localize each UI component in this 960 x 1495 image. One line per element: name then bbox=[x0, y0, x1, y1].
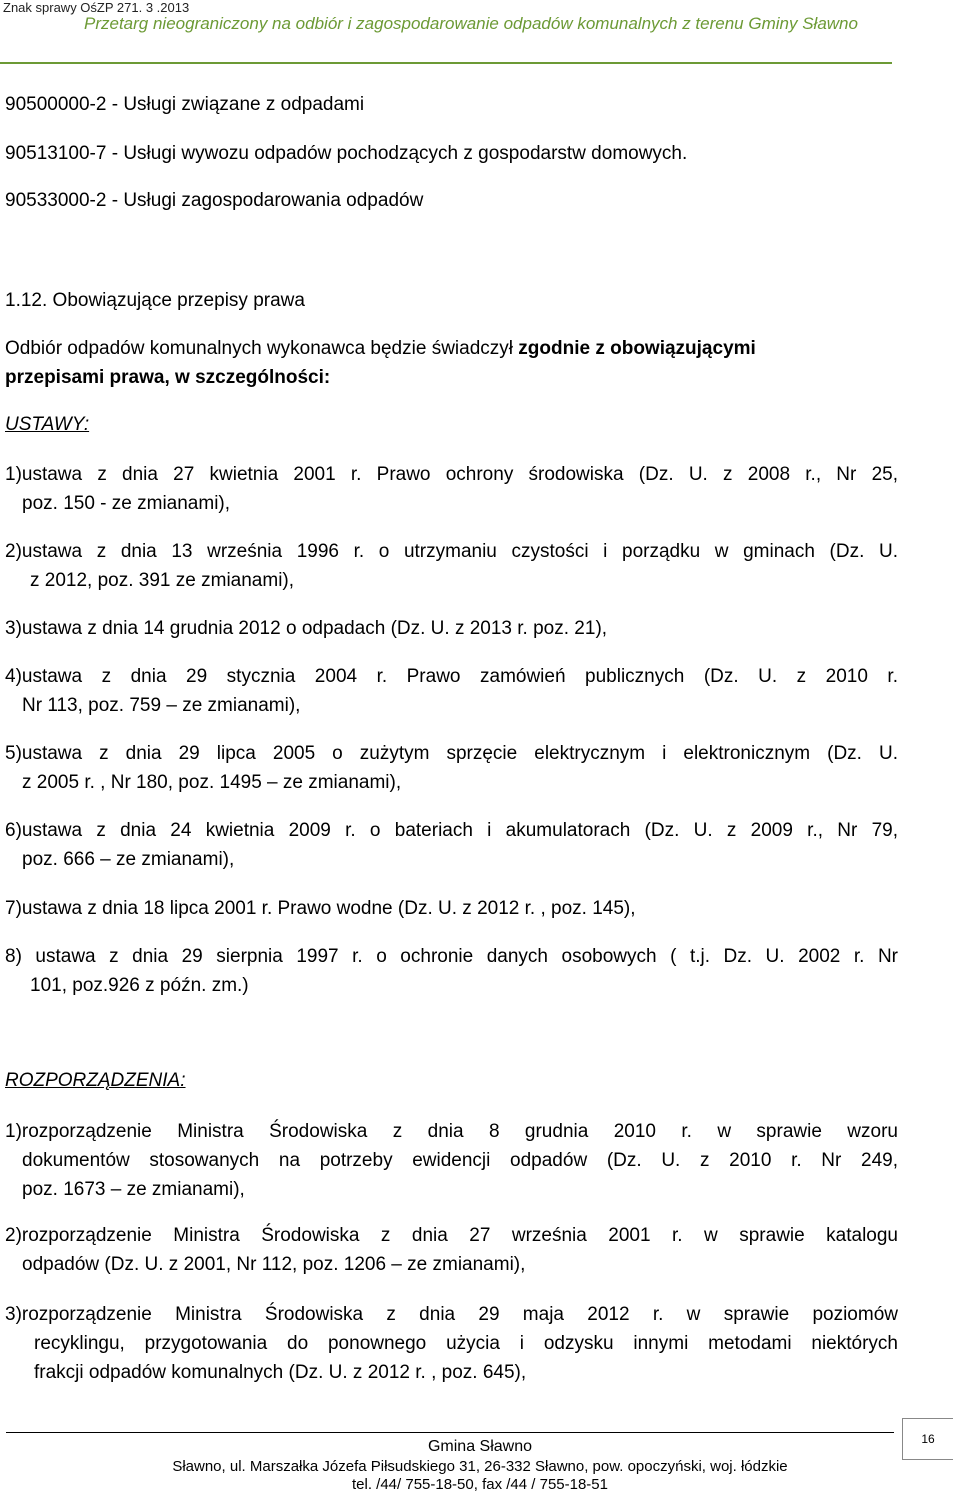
ustawa-line-cont: z 2005 r. , Nr 180, poz. 1495 – ze zmianami), bbox=[22, 772, 402, 793]
ustawa-line: 2)ustawa z dnia 13 września 1996 r. o utrzymaniu czystości i porządku w gminach (Dz. U. bbox=[5, 541, 898, 562]
ustawa-line: 5)ustawa z dnia 29 lipca 2005 o zużytym sprzęcie elektrycznym i elektronicznym (Dz. U. bbox=[5, 743, 898, 764]
ustawa-line-cont: 101, poz.926 z późn. zm.) bbox=[30, 975, 249, 996]
ustawa-line-cont: poz. 150 - ze zmianami), bbox=[22, 493, 231, 514]
ustawa-line-cont: Nr 113, poz. 759 – ze zmianami), bbox=[22, 695, 301, 716]
ustawa-line-cont: poz. 666 – ze zmianami), bbox=[22, 849, 235, 870]
rozporzadzenie-line-cont: odpadów (Dz. U. z 2001, Nr 112, poz. 1206 – ze zmianami), bbox=[22, 1254, 526, 1275]
ustawa-line: 6)ustawa z dnia 24 kwietnia 2009 r. o bateriach i akumulatorach (Dz. U. z 2009 r., Nr 79, bbox=[5, 820, 898, 841]
cpv-code: 90513100-7 - Usługi wywozu odpadów pochodzących z gospodarstw domowych. bbox=[5, 143, 688, 164]
page-number: 16 bbox=[902, 1418, 953, 1460]
rozporzadzenie-line: 3)rozporządzenie Ministra Środowiska z dnia 29 maja 2012 r. w sprawie poziomów bbox=[5, 1304, 898, 1325]
ustawy-heading: USTAWY: bbox=[5, 414, 90, 435]
rozporzadzenie-line-cont: dokumentów stosowanych na potrzeby ewidencji odpadów (Dz. U. z 2010 r. Nr 249, bbox=[22, 1150, 898, 1171]
case-number: Znak sprawy OśZP 271. 3 .2013 bbox=[3, 0, 190, 15]
intro-text: Odbiór odpadów komunalnych wykonawca będzie świadczył bbox=[5, 338, 519, 359]
rozporzadzenie-line: 2)rozporządzenie Ministra Środowiska z dnia 27 września 2001 r. w sprawie katalogu bbox=[5, 1225, 898, 1246]
header-divider bbox=[0, 62, 892, 64]
cpv-code: 90533000-2 - Usługi zagospodarowania odpadów bbox=[5, 190, 424, 211]
footer-divider bbox=[6, 1432, 894, 1433]
rozporzadzenie-line-cont: poz. 1673 – ze zmianami), bbox=[22, 1179, 245, 1200]
rozporzadzenie-line: 1)rozporządzenie Ministra Środowiska z dnia 8 grudnia 2010 r. w sprawie wzoru bbox=[5, 1121, 898, 1142]
ustawa-line: 8) ustawa z dnia 29 sierpnia 1997 r. o ochronie danych osobowych ( t.j. Dz. U. 2002 r. Nr bbox=[5, 946, 898, 967]
footer-organization: Gmina Sławno bbox=[427, 1438, 533, 1455]
ustawa-line: 3)ustawa z dnia 14 grudnia 2012 o odpadach (Dz. U. z 2013 r. poz. 21), bbox=[5, 618, 608, 639]
rozporzadzenie-line-cont: frakcji odpadów komunalnych (Dz. U. z 2012 r. , poz. 645), bbox=[34, 1362, 527, 1383]
rozporzadzenie-line-cont: recyklingu, przygotowania do ponownego użycia i odzysku innymi metodami niektórych bbox=[34, 1333, 898, 1354]
cpv-code: 90500000-2 - Usługi związane z odpadami bbox=[5, 94, 365, 115]
ustawa-line-cont: z 2012, poz. 391 ze zmianami), bbox=[30, 570, 295, 591]
section-intro bbox=[5, 334, 756, 363]
rozporzadzenia-heading: ROZPORZĄDZENIA: bbox=[5, 1070, 186, 1091]
footer-address: Sławno, ul. Marszałka Józefa Piłsudskiego 31, 26-332 Sławno, pow. opoczyński, woj. łódzkie bbox=[172, 1458, 788, 1475]
footer-contact: tel. /44/ 755-18-50, fax /44 / 755-18-51 bbox=[351, 1476, 608, 1493]
section-heading: 1.12. Obowiązujące przepisy prawa bbox=[5, 290, 305, 311]
ustawa-line: 1)ustawa z dnia 27 kwietnia 2001 r. Prawo ochrony środowiska (Dz. U. z 2008 r., Nr 25, bbox=[5, 464, 898, 485]
document-header-title: Przetarg nieograniczony na odbiór i zagospodarowanie odpadów komunalnych z terenu Gminy Sławno bbox=[84, 14, 858, 33]
intro-emphasis: zgodnie z obowiązującymi bbox=[518, 338, 756, 359]
ustawa-line: 4)ustawa z dnia 29 stycznia 2004 r. Prawo zamówień publicznych (Dz. U. z 2010 r. bbox=[5, 666, 898, 687]
ustawa-line: 7)ustawa z dnia 18 lipca 2001 r. Prawo wodne (Dz. U. z 2012 r. , poz. 145), bbox=[5, 898, 636, 919]
section-intro-continued: przepisami prawa, w szczególności: bbox=[5, 367, 331, 388]
